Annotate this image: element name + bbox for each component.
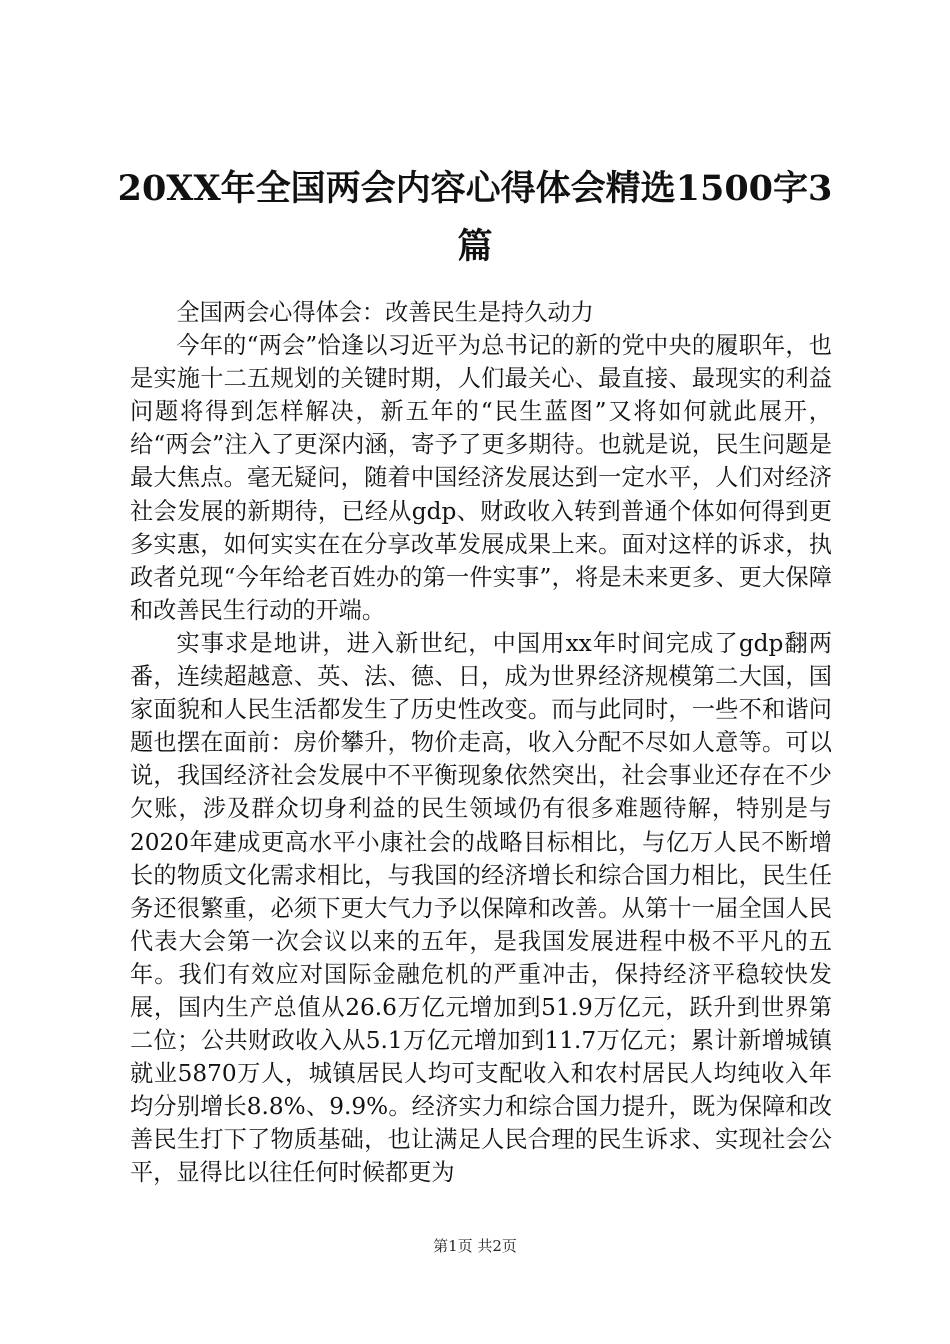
document-title: 20XX年全国两会内容心得体会精选1500字3篇 (117, 168, 833, 267)
document-body (130, 296, 832, 1190)
body-paragraph: 实事求是地讲，进入新世纪，中国用xx年时间完成了gdp翻两番，连续超越意、英、法、德、日，成为世界经济规模第二大国，国家面貌和人民生活都发生了历史性改变。而与此同时，一些不和谐问题也摆在面前：房价攀升，物价走高，收入分配不尽如人意等。可以说，我国经济社会发展中不平衡现象依然突出，社会事业还存在不少欠账，涉及群众切身利益的民生领域仍有很多难题待解，特别是与2020年建成更高水平小康社会的战略目标相比，与亿万人民不断增长的物质文化需求相比，与我国的经济增长和综合国力相比，民生任务还很繁重，必须下更大气力予以保障和改善。从第十一届全国人民代表大会第一次会议以来的五年，是我国发展进程中极不平凡的五年。我们有效应对国际金融危机的严重冲击，保持经济平稳较快发展，国内生产总值从26.6万亿元增加到51.9万亿元，跃升到世界第二位；公共财政收入从5.1万亿元增加到11.7万亿元；累计新增城镇就业5870万人，城镇居民人均可支配收入和农村居民人均纯收入年均分别增长8.8%、9.9%。经济实力和综合国力提升，既为保障和改善民生打下了物质基础，也让满足人民合理的民生诉求、实现社会公平，显得比以往任何时候都更为 (130, 629, 832, 1187)
subtitle-paragraph: 全国两会心得体会：改善民生是持久动力 (176, 299, 594, 326)
page-footer: 第1页 共2页 (433, 1237, 517, 1255)
body-paragraph: 今年的“两会”恰逢以习近平为总书记的新的党中央的履职年，也是实施十二五规划的关键时期，人们最关心、最直接、最现实的利益问题将得到怎样解决，新五年的“民生蓝图”又将如何就此展开，给“两会”注入了更深内涵，寄予了更多期待。也就是说，民生问题是最大焦点。毫无疑问，随着中国经济发展达到一定水平，人们对经济社会发展的新期待，已经从gdp、财政收入转到普通个体如何得到更多实惠，如何实实在在分享改革发展成果上来。面对这样的诉求，执政者兑现“今年给老百姓办的第一件实事”，将是未来更多、更大保障和改善民生行动的开端。 (130, 332, 832, 624)
